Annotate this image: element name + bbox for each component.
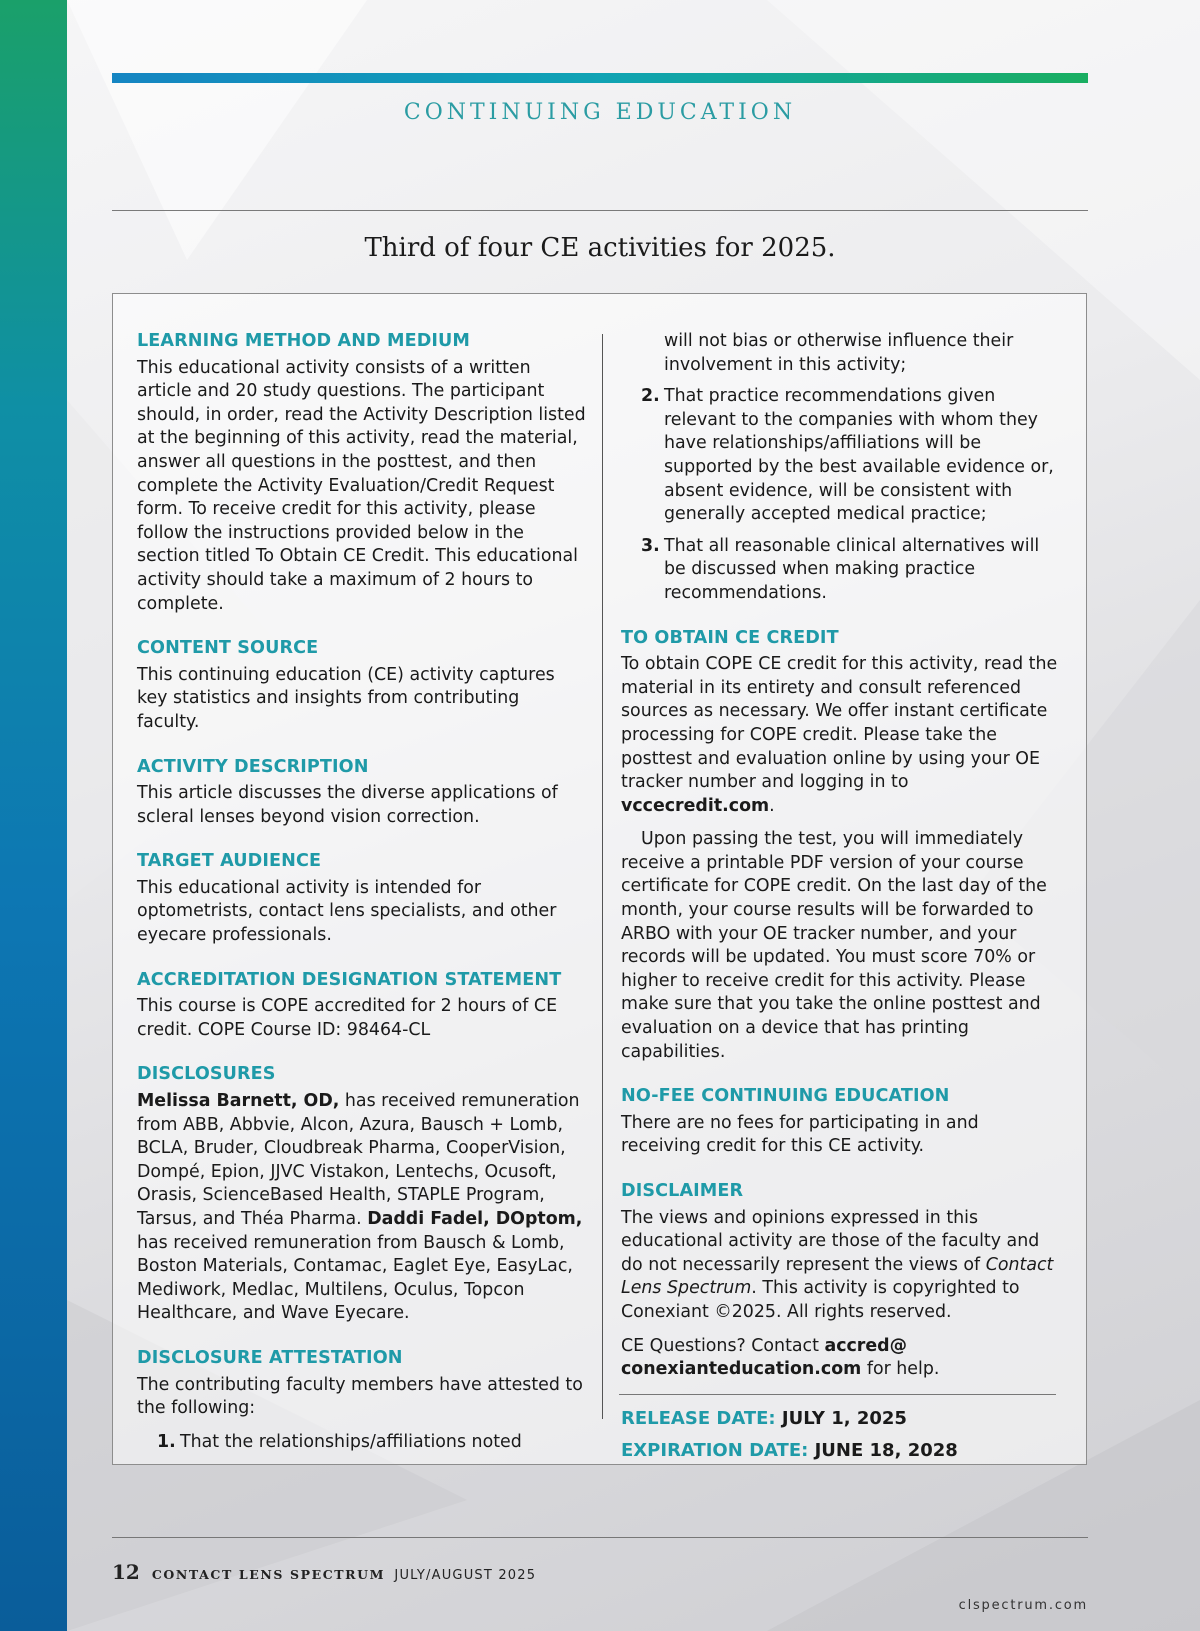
top-gradient-bar xyxy=(112,73,1088,83)
right-column xyxy=(621,330,1061,1472)
accreditation-body: This course is COPE accredited for 2 hours of CE credit. COPE Course ID: 98464-CL xyxy=(137,996,558,1040)
issue-date: JULY/AUGUST 2025 xyxy=(394,1568,537,1583)
list-text: That all reasonable clinical alternatives will be discussed when making practice recommendations. xyxy=(664,535,1040,603)
footer-website[interactable]: clspectrum.com xyxy=(958,1598,1088,1613)
expiration-date-value: JUNE 18, 2028 xyxy=(814,1440,958,1462)
disclaimer-text-b: . This activity is copyrighted to Conexiant ©2025. All rights reserved. xyxy=(621,1278,1020,1322)
disclosure-name-1: Melissa Barnett, OD, xyxy=(137,1091,340,1112)
ce-questions-text-b: for help. xyxy=(861,1359,940,1380)
list-number: 1. xyxy=(157,1431,176,1452)
ce-questions-text-a: CE Questions? Contact xyxy=(621,1335,825,1356)
disclosure-name-2: Daddi Fadel, DOptom, xyxy=(367,1209,583,1229)
obtain-credit-body-2: Upon passing the test, you will immediately receive a printable PDF version of your course certificate for COPE credit. On the last day of the month, your course results will be forwarded to ARBO with your OE tracker number, and your records will be updated. You must score 70% or higher to receive credit for this activity. Please make sure that you take the online posttest and evaluation on a device that has printing capabilities. xyxy=(621,829,1047,1062)
attestation-list xyxy=(137,1431,587,1455)
activity-description-heading: ACTIVITY DESCRIPTION xyxy=(137,756,369,777)
accreditation-heading: ACCREDITATION DESIGNATION STATEMENT xyxy=(137,969,562,990)
list-item xyxy=(137,1431,587,1455)
disclosures-heading: DISCLOSURES xyxy=(137,1064,276,1085)
ce-questions xyxy=(621,1335,1061,1382)
list-text: That practice recommendations given relevant to the companies with whom they have relationships/affiliations will be supported by the best available evidence or, absent evidence, will be consistent with generally accepted medical practice; xyxy=(664,386,1054,525)
attestation-list-continued xyxy=(621,385,1061,605)
content-source-body: This continuing education (CE) activity captures key statistics and insights from contributing faculty. xyxy=(137,664,555,732)
release-date xyxy=(621,1407,1061,1431)
release-date-label: RELEASE DATE: xyxy=(621,1407,776,1429)
section-label: CONTINUING EDUCATION xyxy=(403,100,797,125)
left-column xyxy=(137,330,587,1475)
learning-heading: LEARNING METHOD AND MEDIUM xyxy=(137,331,471,351)
contact-email-link[interactable]: accred@ conexianteducation.com xyxy=(621,1335,908,1380)
list-item xyxy=(621,385,1061,527)
attestation-body: The contributing faculty members have attested to the following: xyxy=(137,1374,583,1419)
activity-description-body: This article discusses the diverse applications of scleral lenses beyond vision correction. xyxy=(137,783,558,827)
attestation-item1-continued: will not bias or otherwise influence their involvement in this activity; xyxy=(664,331,1014,375)
disclosure-text-1: has received remuneration from ABB, Abbvie, Alcon, Azura, Bausch + Lomb, BCLA, Bruder, Cloudbreak Pharma, CooperVision, Dompé, Epion, JJVC Vistakon, Lentechs, Ocusoft, Orasis, ScienceBased Health, STAPLE Program, Tarsus, and Théa Pharma. xyxy=(137,1091,580,1229)
footer-publication xyxy=(112,1560,536,1584)
footer-rule xyxy=(112,1537,1088,1538)
list-item xyxy=(621,535,1061,606)
dates-rule xyxy=(619,1394,1056,1395)
no-fee-heading: NO-FEE CONTINUING EDUCATION xyxy=(621,1086,950,1107)
top-rule xyxy=(112,210,1088,211)
target-audience-body: This educational activity is intended for optometrists, contact lens specialists, and other eyecare professionals. xyxy=(137,877,557,946)
content-source-heading: CONTENT SOURCE xyxy=(137,638,319,659)
target-audience-heading: TARGET AUDIENCE xyxy=(137,851,322,872)
obtain-credit-body-1 xyxy=(621,653,1061,818)
attestation-heading: DISCLOSURE ATTESTATION xyxy=(137,1347,403,1368)
obtain-credit-heading: TO OBTAIN CE CREDIT xyxy=(621,627,839,648)
obtain-credit-text: To obtain COPE CE credit for this activity, read the material in its entirety and consult referenced sources as necessary. We offer instant certificate processing for COPE credit. Please take the posttest and evaluation online by using your OE tracker number and logging in to xyxy=(621,654,1058,793)
obtain-credit-period: . xyxy=(769,795,775,816)
learning-body: This educational activity consists of a written article and 20 study questions. The participant should, in order, read the Activity Description listed at the beginning of this activity, read the material, answer all questions in the posttest, and then complete the Activity Evaluation/Credit Request form. To receive credit for this activity, please follow the instructions provided below in the section titled To Obtain CE Credit. This educational activity should take a maximum of 2 hours to complete. xyxy=(137,357,586,614)
disclaimer-body xyxy=(621,1207,1061,1325)
ce-info-panel xyxy=(112,293,1087,1465)
magazine-name: CONTACT LENS SPECTRUM xyxy=(151,1567,386,1582)
column-divider xyxy=(602,334,603,1419)
left-color-strip xyxy=(0,0,67,1631)
list-text: That the relationships/affiliations noted xyxy=(180,1431,522,1452)
credit-website-link[interactable]: vccecredit.com xyxy=(621,795,770,816)
list-number: 3. xyxy=(641,535,660,556)
expiration-date xyxy=(621,1439,1061,1463)
disclosure-text-2: has received remuneration from Bausch & Lomb, Boston Materials, Contamac, Eaglet Eye, EasyLac, Mediwork, Medlac, Multilens, Oculus, Topcon Healthcare, and Wave Eyecare. xyxy=(137,1232,573,1324)
disclaimer-magazine-title: Contact Lens Spectrum xyxy=(621,1254,1054,1299)
page-number: 12 xyxy=(112,1560,140,1584)
disclaimer-heading: DISCLAIMER xyxy=(621,1181,744,1201)
list-number: 2. xyxy=(641,386,660,407)
release-date-value: JULY 1, 2025 xyxy=(781,1407,907,1429)
page-subtitle: Third of four CE activities for 2025. xyxy=(364,233,836,263)
disclosures-body xyxy=(137,1090,587,1326)
expiration-date-label: EXPIRATION DATE: xyxy=(621,1440,809,1462)
no-fee-body: There are no fees for participating in and receiving credit for this CE activity. xyxy=(621,1112,979,1157)
disclaimer-text-a: The views and opinions expressed in this educational activity are those of the faculty and do not necessarily represent the views of xyxy=(621,1207,1040,1275)
